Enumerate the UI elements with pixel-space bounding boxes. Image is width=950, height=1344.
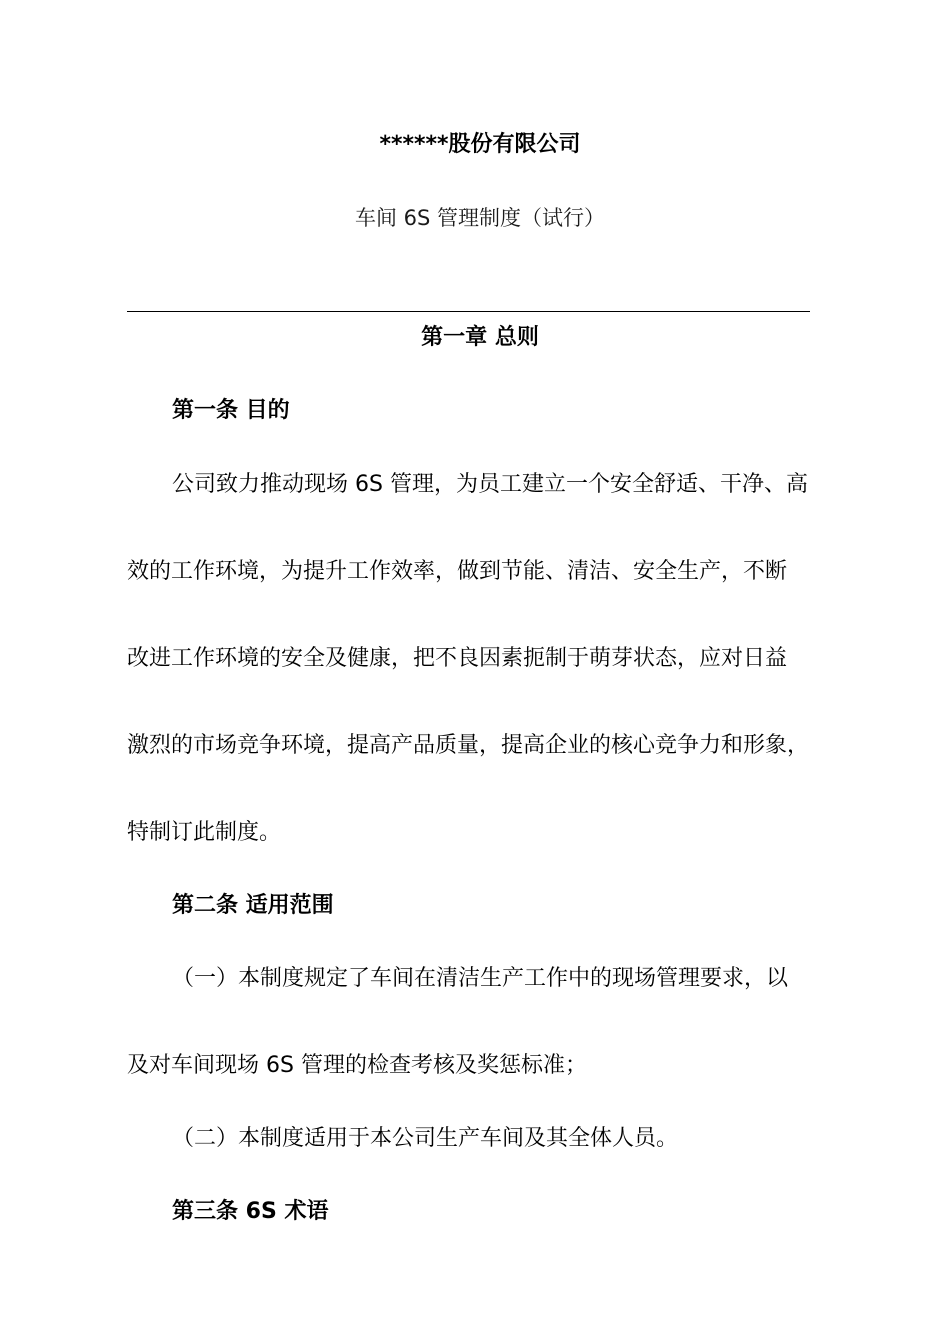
article-1-line: 效的工作环境，为提升工作效率，做到节能、清洁、安全生产，不断 bbox=[127, 559, 788, 584]
horizontal-rule bbox=[127, 311, 810, 312]
company-title: ******股份有限公司 bbox=[379, 132, 581, 157]
article-1-line: 改进工作环境的安全及健康，把不良因素扼制于萌芽状态，应对日益 bbox=[127, 646, 788, 671]
article-2-line: （一）本制度规定了车间在清洁生产工作中的现场管理要求，以 bbox=[172, 966, 789, 991]
article-2-line: 及对车间现场 6S 管理的检查考核及奖惩标准； bbox=[127, 1053, 587, 1078]
article-1-heading: 第一条 目的 bbox=[172, 398, 290, 423]
article-2-line: （二）本制度适用于本公司生产车间及其全体人员。 bbox=[172, 1126, 679, 1151]
article-2-heading: 第二条 适用范围 bbox=[172, 893, 334, 918]
article-1-line: 激烈的市场竞争环境，提高产品质量，提高企业的核心竞争力和形象， bbox=[127, 733, 810, 758]
article-3-heading: 第三条 6S 术语 bbox=[172, 1199, 329, 1224]
article-1-line: 特制订此制度。 bbox=[127, 820, 282, 845]
chapter-title: 第一章 总则 bbox=[421, 325, 539, 350]
article-1-line: 公司致力推动现场 6S 管理，为员工建立一个安全舒适、干净、高 bbox=[172, 472, 808, 497]
document-title: 车间 6S 管理制度（试行） bbox=[354, 206, 606, 230]
